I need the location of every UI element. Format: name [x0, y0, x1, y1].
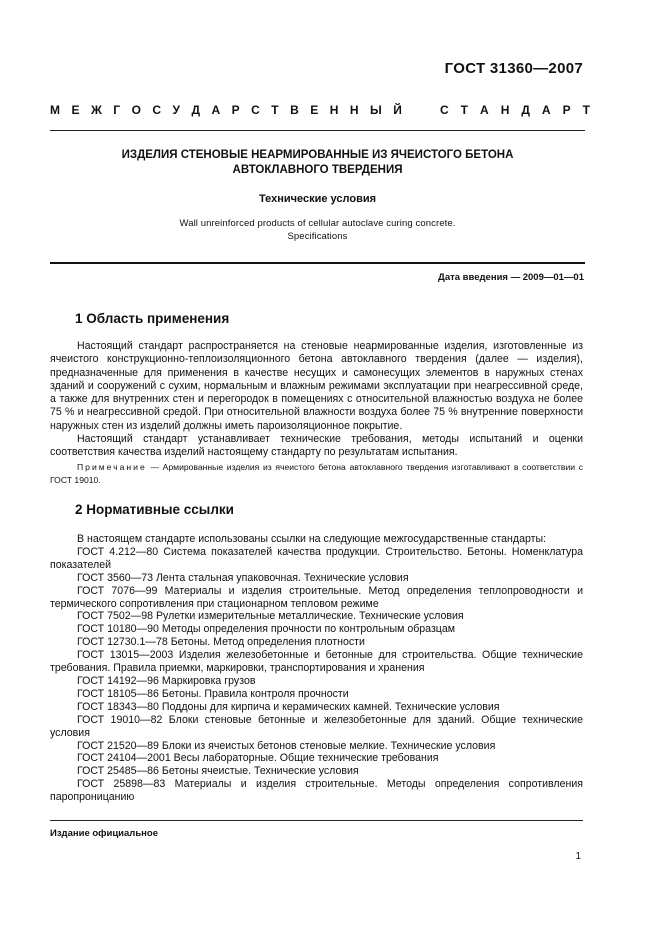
page-number: 1	[575, 851, 581, 862]
banner-letter: Е	[310, 103, 319, 117]
reference-item: ГОСТ 7502—98 Рулетки измерительные металлические. Технические условия	[77, 610, 464, 623]
reference-item: ГОСТ 7076—99 Материалы и изделия строительные. Метод определения теплопроводности и термического сопротивления при стационарном тепловом режиме	[50, 584, 583, 610]
reference-item: ГОСТ 4.212—80 Система показателей качества продукции. Строительство. Бетоны. Номенклатура показателей	[50, 545, 583, 571]
reference-item: ГОСТ 21520—89 Блоки из ячеистых бетонов стеновые мелкие. Технические условия	[77, 739, 496, 752]
banner-letter: Т	[271, 103, 279, 117]
banner-letter: В	[290, 103, 299, 117]
note-label: Примечание	[77, 462, 147, 472]
title-block	[50, 148, 585, 243]
reference-item: ГОСТ 18343—80 Поддоны для кирпича и керамических камней. Технические условия	[77, 700, 500, 713]
reference-item: ГОСТ 13015—2003 Изделия железобетонные и бетонные для строительства. Общие технические требования. Правила приемки, маркировки, транспортирования и хранения	[50, 649, 583, 675]
section-2-heading: 2 Нормативные ссылки	[75, 502, 234, 517]
reference-item: ГОСТ 10180—90 Методы определения прочности по контрольным образцам	[77, 623, 456, 636]
banner-letter: С	[152, 103, 162, 117]
banner-letter: М	[50, 103, 60, 117]
banner-letter: У	[172, 103, 180, 117]
edition-label: Издание официальное	[50, 828, 158, 839]
reference-item: ГОСТ 12730.1—78 Бетоны. Метод определения плотности	[77, 636, 365, 649]
banner-letter: С	[251, 103, 260, 117]
banner-letter: А	[211, 103, 221, 117]
section-1-heading: 1 Область применения	[75, 311, 230, 326]
reference-item: ГОСТ 25898—83 Материалы и изделия строительные. Методы определения сопротивления паропроницанию	[50, 778, 583, 804]
subtitle: Технические условия	[258, 193, 377, 205]
reference-item: ГОСТ 18105—86 Бетоны. Правила контроля прочности	[77, 687, 349, 700]
english-title-line-1: Wall unreinforced products of cellular autoclave curing concrete.	[179, 218, 456, 229]
banner-letter: Н	[329, 103, 339, 117]
banner-letter: Т	[460, 103, 469, 117]
english-title	[50, 217, 585, 243]
reference-item: ГОСТ 19010—82 Блоки стеновые бетонные и железобетонные для зданий. Общие технические условия	[50, 713, 583, 739]
title-line-2: АВТОКЛАВНОГО ТВЕРДЕНИЯ	[232, 164, 403, 176]
english-title-line-2: Specifications	[287, 231, 348, 242]
reference-item: ГОСТ 24104—2001 Весы лабораторные. Общие технические требования	[77, 752, 439, 765]
banner-letter: Н	[349, 103, 359, 117]
banner-letter: Н	[500, 103, 510, 117]
banner-letter: Р	[231, 103, 240, 117]
document-number: ГОСТ 31360—2007	[444, 60, 583, 77]
banner-letter: Ж	[90, 103, 102, 117]
banner-letter: Й	[393, 103, 402, 117]
note	[50, 461, 583, 486]
banner-letter: Д	[191, 103, 201, 117]
interstate-standard-banner	[50, 103, 590, 117]
banner-letter: Т	[582, 103, 590, 117]
banner-letter: Ы	[369, 103, 382, 117]
header-rule	[50, 130, 585, 131]
introduction-date: Дата введения — 2009—01—01	[438, 272, 584, 283]
references-intro: В настоящем стандарте использованы ссылки на следующие межгосударственные стандарты:	[77, 533, 547, 545]
footer-rule	[50, 820, 583, 821]
banner-word-standard	[440, 103, 590, 117]
title-rule	[50, 262, 585, 264]
banner-letter: Р	[562, 103, 571, 117]
banner-word-interstate	[50, 103, 402, 117]
banner-letter: О	[131, 103, 141, 117]
title-line-1: ИЗДЕЛИЯ СТЕНОВЫЕ НЕАРМИРОВАННЫЕ ИЗ ЯЧЕИСТОГО БЕТОНА	[121, 149, 514, 161]
banner-letter: Е	[71, 103, 80, 117]
references-list	[50, 533, 583, 804]
section-1-paragraph-1: Настоящий стандарт распространяется на стеновые неармированные изделия, изготовленные из ячеистого конструкционно-теплоизоляционного бетона автоклавного твердения (далее — изделия), предназначенные для применения в качестве несущих и самонесущих элементов в наружных стенах зданий и сооружений с сухим, нормальным и влажным режимами эксплуатации при неагрессивной среде, а также для внутренних стен и перегородок в помещениях с относительной влажностью воздуха не более 75 % и неагрессивной средой. При относительной влажности воздуха более 75 % внутренние поверхности наружных стен из изделий должны иметь пароизоляционное покрытие.	[50, 340, 583, 432]
banner-letter: С	[440, 103, 449, 117]
banner-letter: Г	[113, 103, 121, 117]
reference-item: ГОСТ 3560—73 Лента стальная упаковочная. Технические условия	[77, 571, 409, 584]
note-text: — Армированные изделия из ячеистого бетона автоклавного твердения изготавливают в соответствии с ГОСТ 19010.	[50, 462, 583, 485]
banner-letter: Д	[521, 103, 530, 117]
reference-item: ГОСТ 25485—86 Бетоны ячеистые. Технические условия	[77, 765, 359, 778]
banner-letter: А	[480, 103, 489, 117]
banner-letter: А	[541, 103, 551, 117]
section-1-paragraph-2: Настоящий стандарт устанавливает технические требования, методы испытаний и оценки соответствия качества изделий настоящему стандарту по результатам испытания.	[50, 433, 583, 459]
reference-item: ГОСТ 14192—96 Маркировка грузов	[77, 674, 256, 687]
